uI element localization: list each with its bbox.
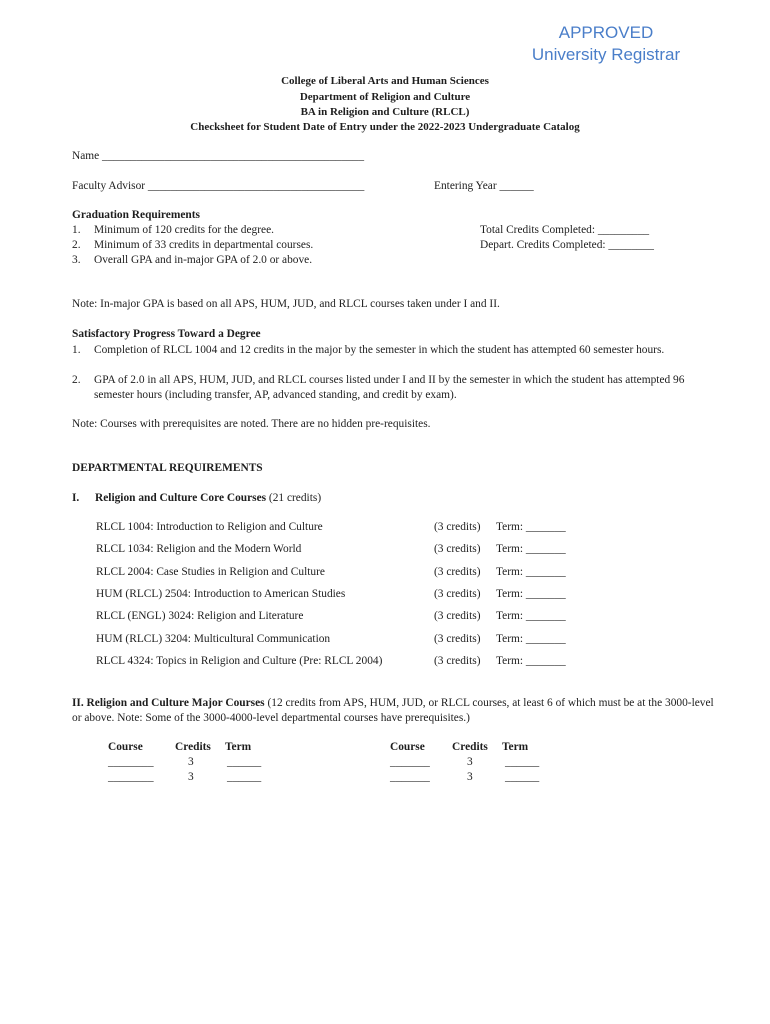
col-header-term: Term — [225, 741, 252, 753]
core-course-term[interactable]: Term: _______ — [496, 565, 566, 578]
core-course-term[interactable]: Term: _______ — [496, 521, 566, 533]
degree-name: BA in Religion and Culture (RLCL) — [300, 106, 470, 118]
major-term-input[interactable]: ______ — [505, 756, 540, 768]
core-course-name: RLCL (ENGL) 3024: Religion and Literature — [96, 610, 304, 623]
major-course-input[interactable]: _______ — [390, 771, 430, 783]
core-course-credits: (3 credits) — [434, 654, 481, 667]
progress-num: 1. — [72, 344, 81, 356]
core-course-name: HUM (RLCL) 3204: Multicultural Communication — [96, 632, 331, 645]
core-course-name: HUM (RLCL) 2504: Introduction to American Studies — [96, 587, 346, 600]
major-credits: 3 — [188, 756, 194, 768]
core-course-term[interactable]: Term: _______ — [496, 543, 566, 556]
progress-item — [72, 373, 700, 403]
col-header-credits: Credits — [175, 741, 211, 753]
grad-req-text: Minimum of 120 credits for the degree. — [94, 224, 274, 236]
major-credits: 3 — [467, 771, 473, 783]
core-heading — [72, 492, 321, 504]
progress-title: Satisfactory Progress Toward a Degree — [72, 328, 261, 340]
approval-stamp — [520, 22, 692, 66]
major-course-input[interactable]: ________ — [108, 771, 154, 783]
dept-credits-field[interactable]: Depart. Credits Completed: ________ — [480, 239, 654, 251]
major-title: II. Religion and Culture Major Courses — [72, 697, 265, 709]
core-num: I. — [72, 492, 80, 504]
core-course-name: RLCL 2004: Case Studies in Religion and Culture — [96, 565, 325, 578]
core-course-credits: (3 credits) — [434, 587, 481, 600]
core-course-name: RLCL 1034: Religion and the Modern World — [96, 543, 302, 556]
col-header-course: Course — [390, 741, 425, 753]
core-course-credits: (3 credits) — [434, 543, 481, 556]
major-term-input[interactable]: ______ — [227, 756, 262, 768]
college-name: College of Liberal Arts and Human Sciences — [281, 75, 489, 87]
progress-item — [72, 343, 700, 358]
major-credits: 3 — [188, 771, 194, 783]
name-field[interactable]: Name ______________________________________________ — [72, 150, 365, 162]
major-course-input[interactable]: _______ — [390, 756, 430, 768]
core-course-credits: (3 credits) — [434, 610, 481, 623]
core-course-term[interactable]: Term: _______ — [496, 610, 566, 623]
col-header-term: Term — [502, 741, 529, 753]
major-term-input[interactable]: ______ — [227, 771, 262, 783]
progress-num: 2. — [72, 374, 81, 386]
total-credits-field[interactable]: Total Credits Completed: _________ — [480, 224, 650, 236]
gpa-note: Note: In-major GPA is based on all APS, HUM, JUD, and RLCL courses taken under I and II. — [72, 298, 500, 310]
grad-req-num: 2. — [72, 239, 81, 251]
core-course-credits: (3 credits) — [434, 521, 481, 533]
core-course-name: RLCL 1004: Introduction to Religion and Culture — [96, 521, 323, 533]
stamp-registrar: University Registrar — [531, 45, 681, 64]
dept-req-title: DEPARTMENTAL REQUIREMENTS — [72, 462, 263, 474]
grad-req-num: 3. — [72, 254, 81, 266]
major-desc: (12 credits from APS, HUM, JUD, or RLCL courses, at least 6 of which must be at the 3000-level or above. Note: Some of the 3000-4000-level departmental courses have prerequisites.) — [72, 697, 714, 724]
entering-year-field[interactable]: Entering Year ______ — [434, 180, 534, 192]
major-course-input[interactable]: ________ — [108, 756, 154, 768]
grad-req-item — [72, 239, 313, 251]
col-header-credits: Credits — [452, 741, 488, 753]
department-name: Department of Religion and Culture — [299, 91, 471, 103]
grad-req-item — [72, 254, 312, 266]
grad-req-title: Graduation Requirements — [72, 209, 200, 221]
checksheet-title: Checksheet for Student Date of Entry under the 2022-2023 Undergraduate Catalog — [190, 121, 580, 133]
core-credits: (21 credits) — [266, 492, 322, 504]
grad-req-text: Overall GPA and in-major GPA of 2.0 or above. — [94, 254, 313, 266]
core-course-name: RLCL 4324: Topics in Religion and Culture (Pre: RLCL 2004) — [96, 654, 383, 667]
progress-text: GPA of 2.0 in all APS, HUM, JUD, and RLCL courses listed under I and II by the semester in which the student has attempted 96 semester hours (including transfer, AP, advanced standing, and credit by exam). — [94, 374, 685, 401]
faculty-advisor-field[interactable]: Faculty Advisor ______________________________________ — [72, 180, 365, 192]
major-heading — [72, 696, 720, 726]
core-course-term[interactable]: Term: _______ — [496, 632, 566, 645]
grad-req-num: 1. — [72, 224, 81, 236]
core-course-credits: (3 credits) — [434, 565, 481, 578]
grad-req-item — [72, 224, 274, 236]
core-course-credits: (3 credits) — [434, 632, 481, 645]
core-course-term[interactable]: Term: _______ — [496, 654, 566, 667]
col-header-course: Course — [108, 741, 143, 753]
prereq-note: Note: Courses with prerequisites are noted. There are no hidden pre-requisites. — [72, 418, 431, 430]
core-title: Religion and Culture Core Courses — [95, 492, 267, 504]
stamp-approved: APPROVED — [558, 23, 654, 42]
major-credits: 3 — [467, 756, 473, 768]
core-course-term[interactable]: Term: _______ — [496, 587, 566, 600]
grad-req-text: Minimum of 33 credits in departmental courses. — [94, 239, 314, 251]
progress-text: Completion of RLCL 1004 and 12 credits in the major by the semester in which the student has attempted 60 semester hours. — [94, 344, 665, 356]
major-term-input[interactable]: ______ — [505, 771, 540, 783]
